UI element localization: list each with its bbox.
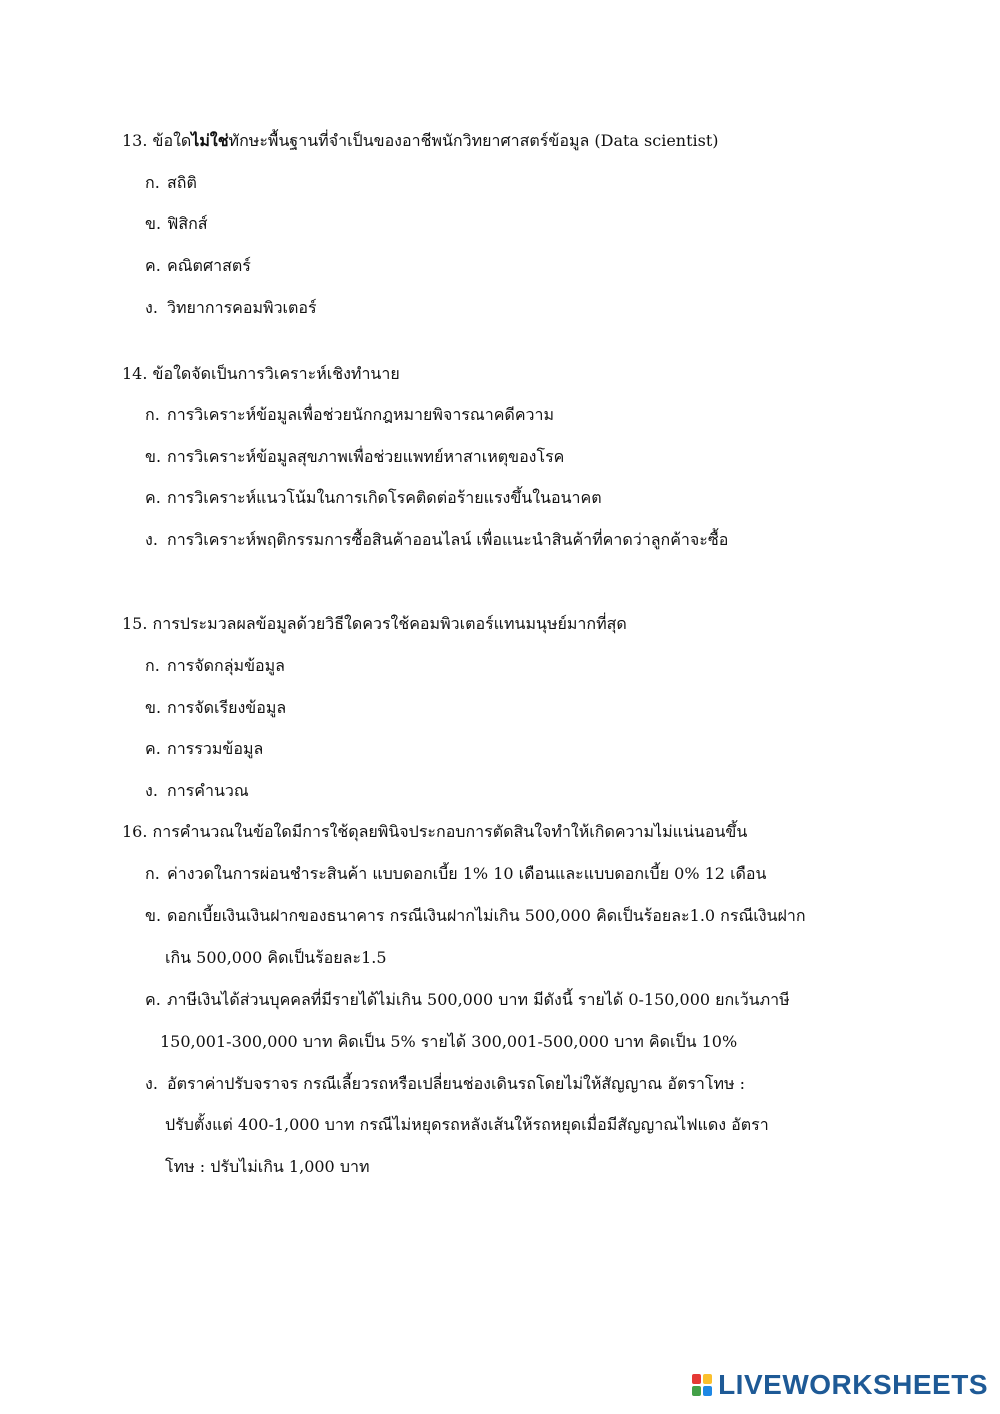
choice-text: การวิเคราะห์ข้อมูลเพื่อช่วยนักกฎหมายพิจารณาคดีความ <box>167 405 555 424</box>
choice-label: ค. <box>145 739 161 758</box>
choice-label: ก. <box>145 405 160 424</box>
choice-text: ภาษีเงินได้ส่วนบุคคลที่มีรายได้ไม่เกิน 500,000 บาท มีดังนี้ รายได้ 0-150,000 ยกเว้นภาษี <box>167 990 790 1009</box>
question-16-choice-b <box>145 905 806 927</box>
choice-text: การวิเคราะห์พฤติกรรมการซื้อสินค้าออนไลน์ เพื่อแนะนำสินค้าที่คาดว่าลูกค้าจะซื้อ <box>167 530 729 549</box>
choice-label: ข. <box>145 214 162 233</box>
question-16-choice-b-continued: เกิน 500,000 คิดเป็นร้อยละ1.5 <box>165 948 387 967</box>
logo-tile-blue <box>703 1386 712 1396</box>
question-16-choice-d-continued-1: ปรับตั้งแต่ 400-1,000 บาท กรณีไม่หยุดรถหลังเส้นให้รถหยุดเมื่อมีสัญญาณไฟแดง อัตรา <box>165 1115 769 1134</box>
choice-text: การรวมข้อมูล <box>167 739 264 758</box>
question-14-choice-b <box>145 446 564 468</box>
logo-tile-green <box>692 1386 701 1396</box>
question-16-choice-c <box>145 989 790 1011</box>
choice-text: การวิเคราะห์แนวโน้มในการเกิดโรคติดต่อร้ายแรงขึ้นในอนาคต <box>167 488 602 507</box>
choice-text: อัตราค่าปรับจราจร กรณีเลี้ยวรถหรือเปลี่ยนช่องเดินรถโดยไม่ให้สัญญาณ อัตราโทษ : <box>167 1074 746 1093</box>
question-14-choice-c <box>145 487 602 509</box>
question-16: 16. การคำนวณในข้อใดมีการใช้ดุลยพินิจประกอบการตัดสินใจทำให้เกิดความไม่แน่นอนขึ้น <box>122 822 748 841</box>
question-13-prefix: 13. ข้อใด <box>122 131 192 150</box>
choice-label: ก. <box>145 864 160 883</box>
question-15: 15. การประมวลผลข้อมูลด้วยวิธีใดควรใช้คอมพิวเตอร์แทนมนุษย์มากที่สุด <box>122 614 627 633</box>
choice-label: ง. <box>145 298 158 317</box>
choice-text: การจัดกลุ่มข้อมูล <box>167 656 285 675</box>
question-14: 14. ข้อใดจัดเป็นการวิเคราะห์เชิงทำนาย <box>122 364 400 383</box>
question-14-choice-d <box>145 529 728 551</box>
choice-label: ค. <box>145 488 161 507</box>
question-15-choice-a <box>145 655 285 677</box>
choice-label: ง. <box>145 781 158 800</box>
question-16-choice-c-continued: 150,001-300,000 บาท คิดเป็น 5% รายได้ 300,001-500,000 บาท คิดเป็น 10% <box>160 1032 738 1051</box>
question-16-choice-d <box>145 1073 745 1095</box>
logo-tile-yellow <box>703 1374 712 1384</box>
choice-text: ค่างวดในการผ่อนชำระสินค้า แบบดอกเบี้ย 1% 10 เดือนและแบบดอกเบี้ย 0% 12 เดือน <box>167 864 767 883</box>
choice-label: ก. <box>145 173 160 192</box>
choice-label: ข. <box>145 447 162 466</box>
choice-text: การคำนวณ <box>167 781 249 800</box>
question-15-choice-b <box>145 697 286 719</box>
logo-tile-red <box>692 1374 701 1384</box>
question-16-choice-d-continued-2: โทษ : ปรับไม่เกิน 1,000 บาท <box>165 1157 370 1176</box>
liveworksheets-logo <box>692 1370 988 1400</box>
choice-label: ก. <box>145 656 160 675</box>
question-15-choice-d <box>145 780 249 802</box>
choice-label: ข. <box>145 698 162 717</box>
question-15-choice-c <box>145 738 263 760</box>
question-13-choice-d <box>145 297 317 319</box>
choice-label: ค. <box>145 256 161 275</box>
liveworksheets-wordmark: LIVEWORKSHEETS <box>718 1369 988 1400</box>
choice-text: คณิตศาสตร์ <box>167 256 251 275</box>
question-16-choice-a <box>145 863 766 885</box>
question-13-choice-c <box>145 255 251 277</box>
choice-text: วิทยาการคอมพิวเตอร์ <box>167 298 317 317</box>
choice-text: ฟิสิกส์ <box>167 214 208 233</box>
question-13 <box>122 130 719 152</box>
choice-label: ง. <box>145 1074 158 1093</box>
choice-text: การจัดเรียงข้อมูล <box>167 698 287 717</box>
choice-label: ค. <box>145 990 161 1009</box>
choice-label: ข. <box>145 906 162 925</box>
question-13-choice-a <box>145 172 197 194</box>
question-13-choice-b <box>145 213 208 235</box>
question-13-suffix: ทักษะพื้นฐานที่จำเป็นของอาชีพนักวิทยาศาสตร์ข้อมูล (Data scientist) <box>228 131 719 150</box>
choice-text: การวิเคราะห์ข้อมูลสุขภาพเพื่อช่วยแพทย์หาสาเหตุของโรค <box>167 447 565 466</box>
choice-text: สถิติ <box>167 173 197 192</box>
question-13-emphasis: ไม่ใช่ <box>191 131 229 150</box>
choice-label: ง. <box>145 530 158 549</box>
question-14-choice-a <box>145 404 554 426</box>
liveworksheets-icon <box>692 1374 712 1396</box>
choice-text: ดอกเบี้ยเงินเงินฝากของธนาคาร กรณีเงินฝากไม่เกิน 500,000 คิดเป็นร้อยละ1.0 กรณีเงินฝาก <box>167 906 806 925</box>
